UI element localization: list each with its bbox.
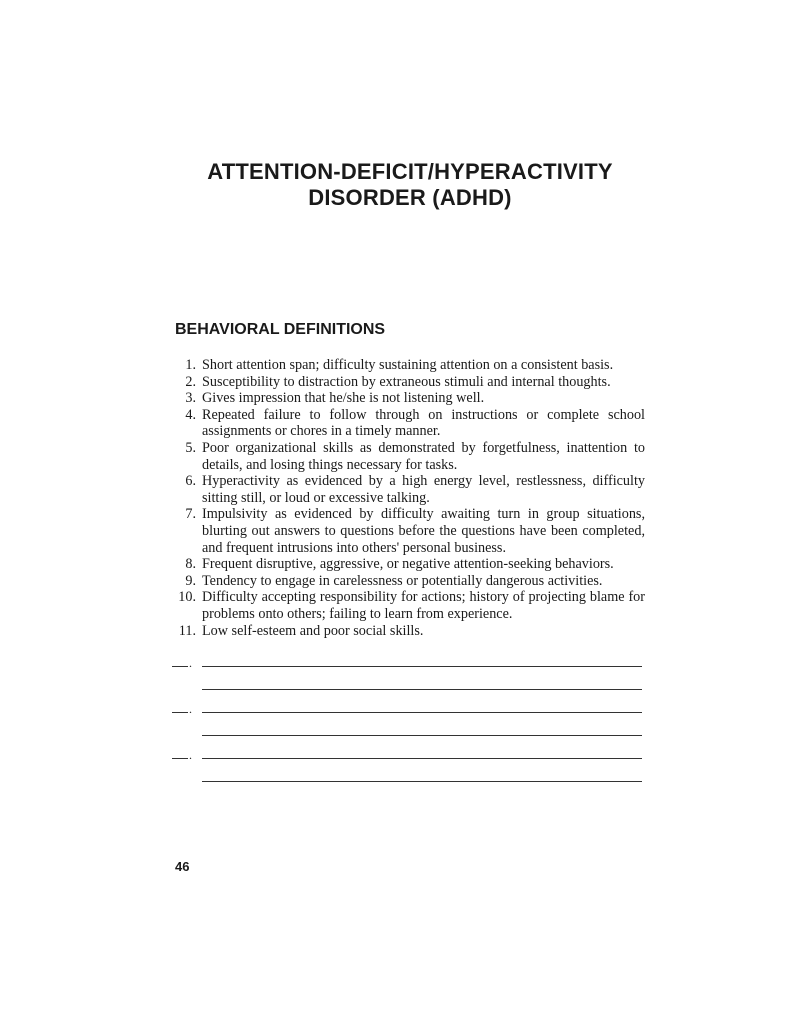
list-item [175,440,645,473]
item-number: 11. [178,622,196,639]
item-text: Difficulty accepting responsibility for actions; history of projecting blame for problems onto others; failing to learn from experience. [202,589,645,622]
section-heading: BEHAVIORAL DEFINITIONS [175,321,386,338]
blank-text-line[interactable] [202,712,642,713]
item-number: 1. [185,357,196,373]
blank-continuation-line[interactable] [202,781,642,782]
list-item [175,374,645,391]
list-item [175,556,645,573]
item-text: Low self-esteem and poor social skills. [202,622,424,639]
item-number: 4. [185,406,196,423]
blank-text-line[interactable] [202,666,642,667]
list-item [175,623,645,640]
blank-continuation-line[interactable] [202,735,642,736]
blank-continuation-line[interactable] [202,689,642,690]
item-text: Tendency to engage in carelessness or potentially dangerous activities. [202,572,603,589]
blank-number-line [172,702,188,713]
list-item [175,473,645,506]
item-text: Repeated failure to follow through on instructions or complete school assignments or chores in a timely manner. [202,406,645,440]
blank-number-dot: . [189,748,192,762]
item-text: Hyperactivity as evidenced by a high energy level, restlessness, difficulty sitting still, or loud or excessive talking. [202,473,645,506]
title-line-2: DISORDER (ADHD) [308,185,512,210]
blank-entry-1[interactable] [172,654,642,672]
blank-number-dot: . [189,702,192,716]
blank-entry-3[interactable] [172,746,642,764]
list-item [175,506,645,556]
item-number: 10. [178,589,196,606]
item-text: Gives impression that he/she is not listening well. [202,390,485,407]
definitions-list [175,357,645,639]
list-item [175,390,645,407]
title-line-1: ATTENTION-DEFICIT/HYPERACTIVITY [207,159,613,184]
blank-number-dot: . [189,656,192,670]
blank-text-line[interactable] [202,758,642,759]
item-text: Short attention span; difficulty sustaining attention on a consistent basis. [202,357,614,373]
item-number: 2. [185,373,196,390]
item-number: 6. [185,473,196,490]
item-number: 3. [185,390,196,407]
list-item [175,589,645,622]
list-item [175,407,645,440]
blank-number-line [172,748,188,759]
item-text: Frequent disruptive, aggressive, or negative attention-seeking behaviors. [202,556,614,573]
blank-number-line [172,656,188,667]
item-text: Impulsivity as evidenced by difficulty awaiting turn in group situations, blurting out answers to questions before the questions have been completed, and frequent intrusions into others' personal business. [202,506,645,556]
item-number: 9. [185,572,196,589]
item-text: Poor organizational skills as demonstrated by forgetfulness, inattention to details, and losing things necessary for tasks. [202,439,645,473]
blank-entry-2[interactable] [172,700,642,718]
page-title [150,159,670,211]
list-item [175,573,645,590]
list-item [175,357,645,374]
item-number: 5. [185,439,196,456]
item-number: 8. [185,556,196,573]
item-text: Susceptibility to distraction by extraneous stimuli and internal thoughts. [202,373,611,390]
page-number: 46 [175,859,190,874]
item-number: 7. [185,506,196,523]
